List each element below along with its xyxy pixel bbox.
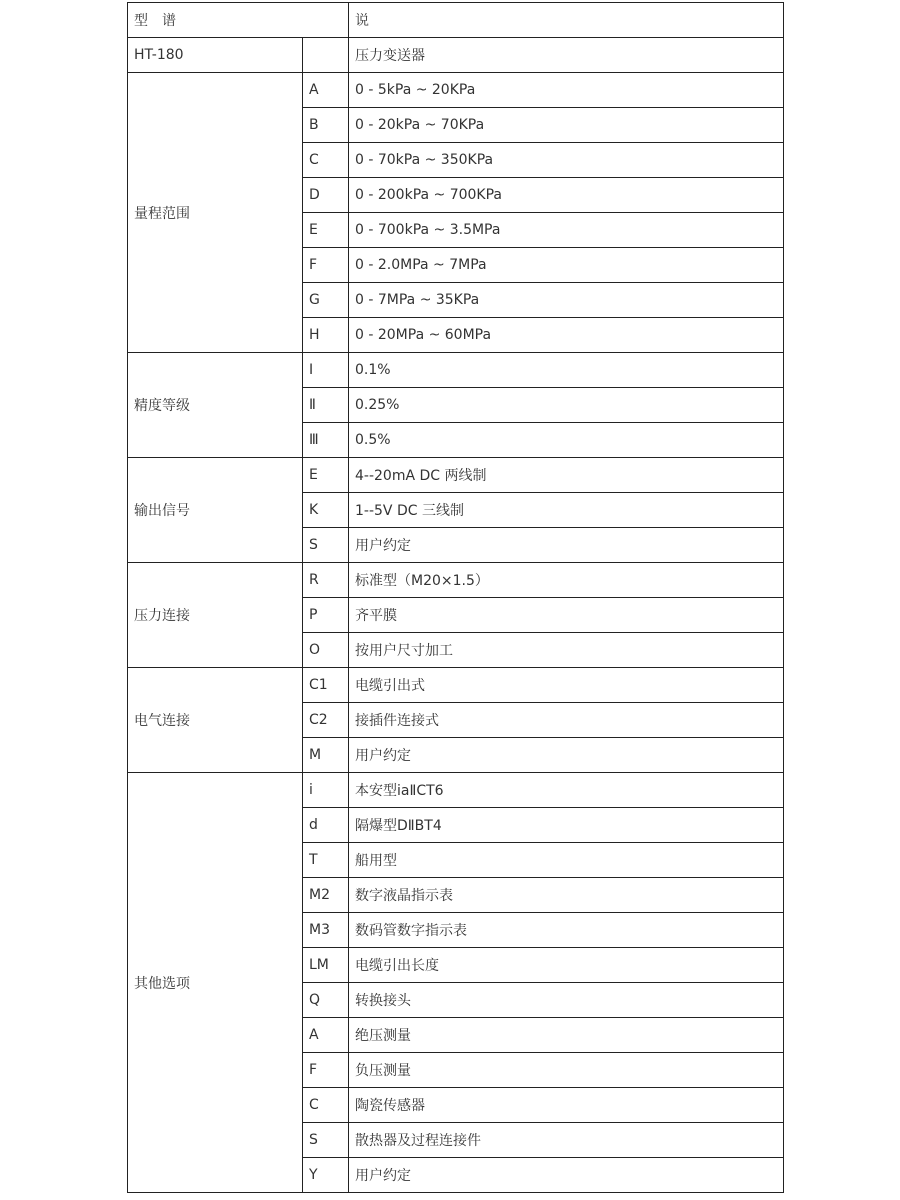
header-desc-cell: 说	[349, 3, 784, 38]
option-desc-cell: 散热器及过程连接件	[349, 1123, 784, 1158]
model-spec-table	[127, 2, 784, 1193]
option-code-cell: Ⅲ	[303, 423, 349, 458]
option-code-cell: K	[303, 493, 349, 528]
option-desc-cell: 0.1%	[349, 353, 784, 388]
group-name-cell: 其他选项	[128, 773, 303, 1193]
option-desc-cell: 用户约定	[349, 738, 784, 773]
option-code-cell: F	[303, 248, 349, 283]
option-code-cell: G	[303, 283, 349, 318]
option-desc-cell: 0 - 5kPa ~ 20KPa	[349, 73, 784, 108]
option-code-cell: E	[303, 213, 349, 248]
table-row	[128, 773, 784, 808]
option-code-cell: A	[303, 73, 349, 108]
group-name-cell: 量程范围	[128, 73, 303, 353]
option-desc-cell: 数字液晶指示表	[349, 878, 784, 913]
option-desc-cell: 1--5V DC 三线制	[349, 493, 784, 528]
option-desc-cell: 0 - 20kPa ~ 70KPa	[349, 108, 784, 143]
option-desc-cell: 齐平膜	[349, 598, 784, 633]
table-row	[128, 458, 784, 493]
group-name-cell: 电气连接	[128, 668, 303, 773]
header-type-cell	[128, 3, 349, 38]
option-desc-cell: 0 - 20MPa ~ 60MPa	[349, 318, 784, 353]
option-code-cell: D	[303, 178, 349, 213]
option-code-cell: H	[303, 318, 349, 353]
model-row	[128, 38, 784, 73]
option-code-cell: C1	[303, 668, 349, 703]
option-code-cell: O	[303, 633, 349, 668]
option-desc-cell: 隔爆型DⅡBT4	[349, 808, 784, 843]
option-code-cell: R	[303, 563, 349, 598]
option-code-cell: P	[303, 598, 349, 633]
table-row	[128, 668, 784, 703]
option-code-cell: E	[303, 458, 349, 493]
option-desc-cell: 陶瓷传感器	[349, 1088, 784, 1123]
option-code-cell: F	[303, 1053, 349, 1088]
option-code-cell: M2	[303, 878, 349, 913]
option-desc-cell: 转换接头	[349, 983, 784, 1018]
option-desc-cell: 负压测量	[349, 1053, 784, 1088]
option-desc-cell: 0 - 7MPa ~ 35KPa	[349, 283, 784, 318]
table-row	[128, 73, 784, 108]
group-name-cell: 压力连接	[128, 563, 303, 668]
header-type-char-2: 谱	[162, 13, 176, 29]
model-desc-cell: 压力变送器	[349, 38, 784, 73]
option-desc-cell: 4--20mA DC 两线制	[349, 458, 784, 493]
option-code-cell: Y	[303, 1158, 349, 1193]
option-code-cell: Ⅱ	[303, 388, 349, 423]
option-code-cell: i	[303, 773, 349, 808]
option-desc-cell: 0 - 2.0MPa ~ 7MPa	[349, 248, 784, 283]
option-desc-cell: 0.25%	[349, 388, 784, 423]
option-code-cell: C	[303, 1088, 349, 1123]
header-type-char-1: 型	[134, 13, 148, 29]
option-desc-cell: 电缆引出长度	[349, 948, 784, 983]
option-code-cell: Q	[303, 983, 349, 1018]
option-desc-cell: 0.5%	[349, 423, 784, 458]
option-code-cell: C2	[303, 703, 349, 738]
option-desc-cell: 船用型	[349, 843, 784, 878]
option-code-cell: C	[303, 143, 349, 178]
model-name-cell: HT-180	[128, 38, 303, 73]
option-code-cell: Ⅰ	[303, 353, 349, 388]
option-code-cell: A	[303, 1018, 349, 1053]
option-code-cell: LM	[303, 948, 349, 983]
option-desc-cell: 用户约定	[349, 528, 784, 563]
option-code-cell: S	[303, 528, 349, 563]
option-desc-cell: 用户约定	[349, 1158, 784, 1193]
option-desc-cell: 接插件连接式	[349, 703, 784, 738]
option-code-cell: T	[303, 843, 349, 878]
spec-table-body	[128, 3, 784, 1193]
table-row	[128, 353, 784, 388]
option-desc-cell: 本安型iaⅡCT6	[349, 773, 784, 808]
option-code-cell: M	[303, 738, 349, 773]
option-code-cell: S	[303, 1123, 349, 1158]
header-row	[128, 3, 784, 38]
option-desc-cell: 0 - 70kPa ~ 350KPa	[349, 143, 784, 178]
option-code-cell: M3	[303, 913, 349, 948]
option-desc-cell: 数码管数字指示表	[349, 913, 784, 948]
group-name-cell: 输出信号	[128, 458, 303, 563]
option-desc-cell: 绝压测量	[349, 1018, 784, 1053]
option-desc-cell: 0 - 200kPa ~ 700KPa	[349, 178, 784, 213]
option-desc-cell: 按用户尺寸加工	[349, 633, 784, 668]
model-code-cell	[303, 38, 349, 73]
option-desc-cell: 标准型（M20×1.5）	[349, 563, 784, 598]
option-desc-cell: 0 - 700kPa ~ 3.5MPa	[349, 213, 784, 248]
option-code-cell: B	[303, 108, 349, 143]
option-code-cell: d	[303, 808, 349, 843]
table-row	[128, 563, 784, 598]
option-desc-cell: 电缆引出式	[349, 668, 784, 703]
group-name-cell: 精度等级	[128, 353, 303, 458]
